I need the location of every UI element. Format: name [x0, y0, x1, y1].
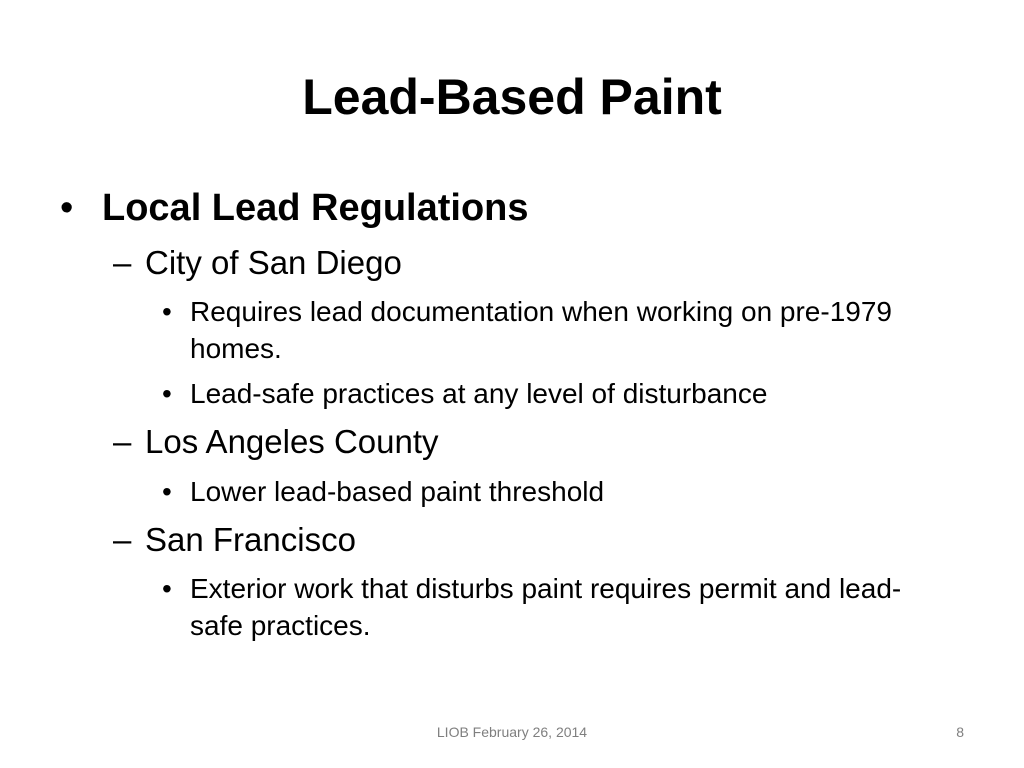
- dash-icon: –: [113, 244, 132, 281]
- bullet-icon: •: [60, 187, 74, 229]
- dash-icon: –: [113, 423, 132, 460]
- list-item-text: Requires lead documentation when working on pre-1979 homes.: [190, 296, 892, 364]
- bullet-icon: •: [162, 476, 172, 507]
- bullet-icon: •: [162, 573, 172, 604]
- section-heading-text: San Francisco: [145, 521, 356, 558]
- list-item-text: Lead-safe practices at any level of disturbance: [190, 378, 768, 409]
- bullet-icon: •: [162, 378, 172, 409]
- footer-text: LIOB February 26, 2014: [436, 724, 588, 740]
- list-item-text: Lower lead-based paint threshold: [190, 476, 605, 507]
- list-item-text: Exterior work that disturbs paint requires permit and lead-safe practices.: [190, 573, 902, 641]
- section-heading-text: City of San Diego: [145, 244, 402, 281]
- slide-title: Lead-Based Paint: [302, 69, 722, 125]
- page-number: 8: [956, 724, 964, 740]
- bullet-icon: •: [162, 296, 172, 327]
- section-heading-text: Los Angeles County: [145, 423, 439, 460]
- main-bullet-text: Local Lead Regulations: [102, 187, 529, 229]
- dash-icon: –: [113, 521, 132, 558]
